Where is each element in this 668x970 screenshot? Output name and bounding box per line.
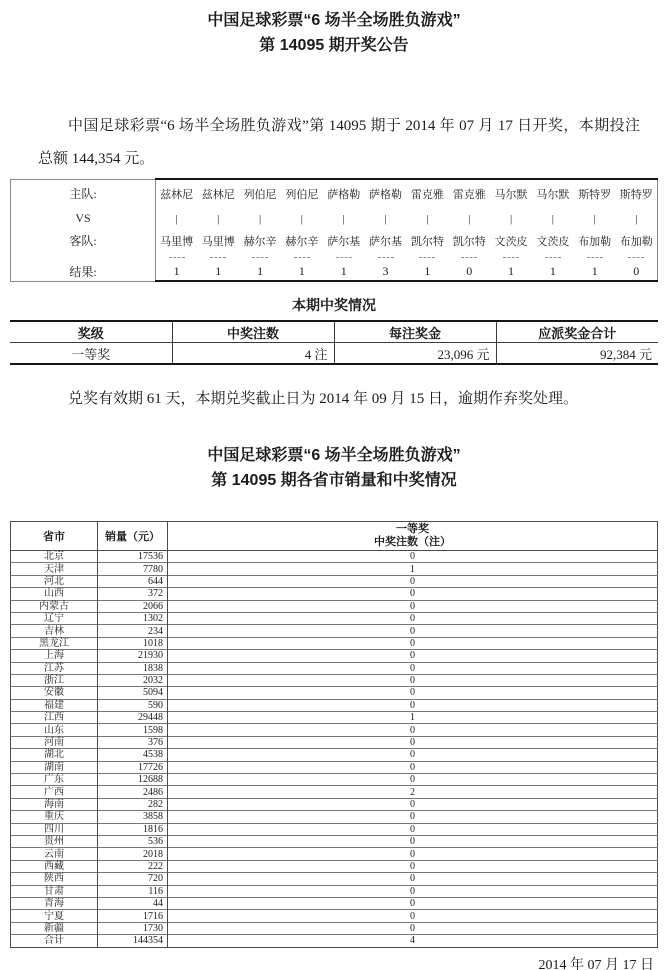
dash-separator [545, 257, 561, 258]
dash-separator-cell [281, 251, 323, 263]
match-row-dash [11, 251, 658, 263]
province-sales-cell: 644 [98, 575, 168, 587]
main-title-line2: 第 14095 期开奖公告 [259, 37, 409, 54]
province-sales-cell: 2018 [98, 848, 168, 860]
vs-mark-cell: | [593, 212, 596, 225]
prize-header-cell: 应派奖金合计 [496, 321, 658, 343]
province-sales-cell: 5094 [98, 687, 168, 699]
province-row [11, 625, 658, 637]
away-row-label: 客队: [11, 230, 156, 251]
province-header-row [11, 522, 658, 551]
vs-mark-cell: | [300, 212, 303, 225]
province-sales-cell: 1816 [98, 823, 168, 835]
province-prize-count-cell: 0 [168, 612, 658, 624]
dash-separator [252, 257, 268, 258]
province-sales-cell: 1302 [98, 612, 168, 624]
prize-count-cell: 4 注 [172, 343, 334, 365]
province-prize-count-cell: 1 [168, 712, 658, 724]
province-prize-count-cell: 0 [168, 637, 658, 649]
province-prize-count-cell: 0 [168, 575, 658, 587]
province-prize-count-cell: 0 [168, 873, 658, 885]
dash-separator-cell [323, 251, 365, 263]
vs-mark-cell: | [426, 212, 429, 225]
province-sales-cell: 144354 [98, 935, 168, 947]
province-row [11, 786, 658, 798]
province-name-cell: 黑龙江 [11, 637, 98, 649]
prize-table-body [10, 321, 658, 364]
province-name-cell: 山西 [11, 588, 98, 600]
province-name-cell: 新疆 [11, 922, 98, 934]
province-sales-cell: 3858 [98, 811, 168, 823]
dash-separator-cell [574, 251, 616, 263]
province-prize-count-cell: 0 [168, 798, 658, 810]
province-sales-cell: 2486 [98, 786, 168, 798]
province-row [11, 650, 658, 662]
away-team-cell: 布加勒 [619, 235, 653, 248]
province-name-cell: 天津 [11, 563, 98, 575]
footer-date: 2014 年 07 月 17 日 [538, 957, 654, 970]
first-prize-header-line1: 一等奖 [396, 523, 429, 535]
dash-separator-cell [616, 251, 658, 263]
match-result-cell: 1 [574, 263, 616, 281]
province-prize-count-cell: 1 [168, 563, 658, 575]
province-sales-cell: 1838 [98, 662, 168, 674]
province-prize-count-cell: 0 [168, 848, 658, 860]
vs-row-label: VS [11, 207, 156, 230]
province-name-cell: 河北 [11, 575, 98, 587]
province-prize-count-cell: 0 [168, 749, 658, 761]
province-name-cell: 云南 [11, 848, 98, 860]
province-name-cell: 广东 [11, 774, 98, 786]
dash-separator [294, 257, 310, 258]
province-name-cell: 四川 [11, 823, 98, 835]
province-col-header: 省市 [11, 522, 98, 551]
province-name-cell: 内蒙古 [11, 600, 98, 612]
province-name-cell: 福建 [11, 699, 98, 711]
main-title-line1: 中国足球彩票“6 场半全场胜负游戏” [207, 12, 461, 29]
province-row [11, 897, 658, 909]
province-name-cell: 重庆 [11, 811, 98, 823]
match-results-table [10, 178, 658, 282]
province-sales-cell: 7780 [98, 563, 168, 575]
province-sales-cell: 17536 [98, 551, 168, 563]
province-sales-cell: 376 [98, 736, 168, 748]
province-sales-cell: 1018 [98, 637, 168, 649]
province-row [11, 687, 658, 699]
province-row [11, 873, 658, 885]
dash-separator-cell [197, 251, 239, 263]
match-result-cell: 1 [197, 263, 239, 281]
province-name-cell: 贵州 [11, 835, 98, 847]
match-result-cell: 0 [448, 263, 490, 281]
dash-separator [587, 257, 603, 258]
province-row [11, 551, 658, 563]
main-title [10, 8, 658, 58]
province-prize-count-cell: 0 [168, 835, 658, 847]
province-title-line1: 中国足球彩票“6 场半全场胜负游戏” [207, 447, 461, 464]
province-name-cell: 青海 [11, 897, 98, 909]
match-result-cell: 3 [365, 263, 407, 281]
province-row [11, 712, 658, 724]
match-result-cell: 0 [616, 263, 658, 281]
province-sales-cell: 21930 [98, 650, 168, 662]
prize-header-cell: 奖级 [10, 321, 172, 343]
dash-separator [503, 257, 519, 258]
province-section-title [10, 443, 658, 493]
province-row [11, 922, 658, 934]
province-table-body [11, 522, 658, 948]
dash-separator-cell [239, 251, 281, 263]
result-row-label: 结果: [11, 263, 156, 281]
match-row-away [11, 230, 658, 251]
dash-separator [378, 257, 394, 258]
province-sales-cell: 536 [98, 835, 168, 847]
province-prize-count-cell: 0 [168, 811, 658, 823]
province-name-cell: 湖北 [11, 749, 98, 761]
province-prize-count-cell: 0 [168, 699, 658, 711]
redeem-note-paragraph: 兑奖有效期 61 天，本期兑奖截止日为 2014 年 09 月 15 日，逾期作弃奖处理。 [68, 391, 579, 407]
home-team-cell: 列伯尼 [281, 179, 323, 207]
province-name-cell: 合计 [11, 935, 98, 947]
province-prize-count-cell: 0 [168, 662, 658, 674]
match-result-cell: 1 [281, 263, 323, 281]
away-team-cell: 马里博 [201, 235, 235, 248]
province-name-cell: 吉林 [11, 625, 98, 637]
vs-mark-cell: | [468, 212, 471, 225]
home-team-cell: 雷克雅 [448, 179, 490, 207]
province-prize-count-cell: 0 [168, 551, 658, 563]
vs-mark-cell: | [175, 212, 178, 225]
province-name-cell: 上海 [11, 650, 98, 662]
province-row [11, 563, 658, 575]
vs-mark-cell: | [509, 212, 513, 225]
province-sales-cell: 720 [98, 873, 168, 885]
dash-separator [336, 257, 352, 258]
province-name-cell: 西藏 [11, 860, 98, 872]
province-sales-cell: 234 [98, 625, 168, 637]
province-row [11, 637, 658, 649]
match-result-cell: 1 [156, 263, 198, 281]
dash-separator-cell [156, 251, 198, 263]
province-name-cell: 北京 [11, 551, 98, 563]
dash-separator-cell [448, 251, 490, 263]
province-prize-count-cell: 0 [168, 885, 658, 897]
province-row [11, 774, 658, 786]
province-name-cell: 安徽 [11, 687, 98, 699]
province-row [11, 761, 658, 773]
dash-separator-cell [532, 251, 574, 263]
province-row [11, 823, 658, 835]
province-row [11, 811, 658, 823]
province-sales-cell: 29448 [98, 712, 168, 724]
sales-col-header: 销量（元） [98, 522, 168, 551]
prize-level-cell: 一等奖 [71, 346, 111, 362]
away-team-cell: 赫尔辛 [243, 235, 277, 248]
match-result-cell: 1 [490, 263, 532, 281]
province-row [11, 724, 658, 736]
away-team-cell: 萨尔基 [327, 235, 361, 248]
province-prize-count-cell: 0 [168, 674, 658, 686]
match-row-vs [11, 207, 658, 230]
home-team-cell: 兹林尼 [156, 179, 198, 207]
province-prize-count-cell: 0 [168, 910, 658, 922]
province-row [11, 885, 658, 897]
away-team-cell: 凯尔特 [452, 235, 486, 248]
province-sales-cell: 222 [98, 860, 168, 872]
home-team-cell: 列伯尼 [239, 179, 281, 207]
away-team-cell: 马里博 [160, 235, 194, 248]
province-prize-count-cell: 0 [168, 897, 658, 909]
vs-mark-cell: | [342, 212, 345, 225]
home-team-cell: 兹林尼 [197, 179, 239, 207]
province-row [11, 736, 658, 748]
prize-header-cell: 每注奖金 [334, 321, 496, 343]
province-row [11, 674, 658, 686]
home-team-cell: 萨格勒 [365, 179, 407, 207]
dash-separator [419, 257, 435, 258]
province-name-cell: 江西 [11, 712, 98, 724]
province-name-cell: 辽宁 [11, 612, 98, 624]
province-prize-count-cell: 4 [168, 935, 658, 947]
prize-header-row [10, 321, 658, 343]
province-prize-count-cell: 0 [168, 860, 658, 872]
province-sales-cell: 2032 [98, 674, 168, 686]
prize-total-cell: 92,384 元 [496, 343, 658, 365]
dash-separator [628, 257, 644, 258]
vs-mark-cell: | [384, 212, 387, 225]
province-sales-cell: 44 [98, 897, 168, 909]
province-prize-count-cell: 0 [168, 588, 658, 600]
province-sales-cell: 1730 [98, 922, 168, 934]
dash-separator [169, 257, 185, 258]
province-row [11, 575, 658, 587]
home-row-label: 主队: [11, 179, 156, 207]
province-row [11, 835, 658, 847]
dash-separator-cell [365, 251, 407, 263]
match-result-cell: 1 [239, 263, 281, 281]
away-team-cell: 文茨皮 [494, 235, 528, 248]
away-team-cell: 萨尔基 [369, 235, 403, 248]
province-row [11, 749, 658, 761]
prize-data-row [10, 343, 658, 365]
match-row-home [11, 179, 658, 207]
home-team-cell: 雷克雅 [406, 179, 448, 207]
match-row-result [11, 263, 658, 281]
match-result-cell: 1 [406, 263, 448, 281]
province-name-cell: 湖南 [11, 761, 98, 773]
dash-separator [461, 257, 477, 258]
vs-mark-cell: | [258, 212, 262, 225]
province-prize-count-cell: 0 [168, 687, 658, 699]
province-sales-table [10, 521, 658, 948]
vs-mark-cell: | [551, 212, 554, 225]
away-team-cell: 赫尔辛 [285, 235, 319, 248]
first-prize-col-header [168, 522, 658, 551]
first-prize-header-line2: 中奖注数（注） [374, 536, 451, 548]
province-sales-cell: 282 [98, 798, 168, 810]
province-sales-cell: 590 [98, 699, 168, 711]
province-row [11, 662, 658, 674]
province-row [11, 910, 658, 922]
prize-per-bet-cell: 23,096 元 [334, 343, 496, 365]
province-row [11, 935, 658, 947]
province-name-cell: 山东 [11, 724, 98, 736]
province-prize-count-cell: 0 [168, 650, 658, 662]
province-prize-count-cell: 0 [168, 724, 658, 736]
away-team-cell: 文茨皮 [536, 235, 570, 248]
province-row [11, 612, 658, 624]
province-name-cell: 陕西 [11, 873, 98, 885]
province-name-cell: 江苏 [11, 662, 98, 674]
home-team-cell: 马尔默 [532, 179, 574, 207]
prize-header-cell: 中奖注数 [172, 321, 334, 343]
province-prize-count-cell: 0 [168, 823, 658, 835]
dash-separator [210, 257, 226, 258]
vs-mark-cell: | [217, 212, 220, 225]
province-prize-count-cell: 0 [168, 736, 658, 748]
dash-separator-cell [406, 251, 448, 263]
province-sales-cell: 372 [98, 588, 168, 600]
province-sales-cell: 1716 [98, 910, 168, 922]
vs-mark-cell: | [635, 212, 638, 225]
dash-row-label [11, 251, 156, 263]
home-team-cell: 斯特罗 [574, 179, 616, 207]
away-team-cell: 凯尔特 [410, 235, 444, 248]
province-row [11, 848, 658, 860]
prize-section-title: 本期中奖情况 [292, 297, 376, 313]
home-team-cell: 萨格勒 [323, 179, 365, 207]
province-prize-count-cell: 0 [168, 625, 658, 637]
province-row [11, 798, 658, 810]
home-team-cell: 马尔默 [490, 179, 532, 207]
home-team-cell: 斯特罗 [616, 179, 658, 207]
province-sales-cell: 4538 [98, 749, 168, 761]
province-prize-count-cell: 0 [168, 761, 658, 773]
province-name-cell: 浙江 [11, 674, 98, 686]
away-team-cell: 布加勒 [578, 235, 612, 248]
province-sales-cell: 12688 [98, 774, 168, 786]
province-sales-cell: 116 [98, 885, 168, 897]
province-name-cell: 海南 [11, 798, 98, 810]
province-sales-cell: 1598 [98, 724, 168, 736]
match-result-cell: 1 [532, 263, 574, 281]
province-sales-cell: 2066 [98, 600, 168, 612]
province-sales-cell: 17726 [98, 761, 168, 773]
prize-table [10, 320, 658, 365]
province-name-cell: 广西 [11, 786, 98, 798]
dash-separator-cell [490, 251, 532, 263]
match-result-cell: 1 [323, 263, 365, 281]
province-prize-count-cell: 2 [168, 786, 658, 798]
province-title-line2: 第 14095 期各省市销量和中奖情况 [211, 472, 457, 489]
province-prize-count-cell: 0 [168, 774, 658, 786]
province-row [11, 588, 658, 600]
province-name-cell: 宁夏 [11, 910, 98, 922]
province-row [11, 860, 658, 872]
province-row [11, 600, 658, 612]
province-name-cell: 河南 [11, 736, 98, 748]
province-prize-count-cell: 0 [168, 922, 658, 934]
intro-paragraph: 中国足球彩票“6 场半全场胜负游戏”第 14095 期于 2014 年 07 月 17 日开奖，本期投注总额 144,354 元。 [38, 118, 640, 167]
province-name-cell: 甘肃 [11, 885, 98, 897]
province-prize-count-cell: 0 [168, 600, 658, 612]
province-row [11, 699, 658, 711]
